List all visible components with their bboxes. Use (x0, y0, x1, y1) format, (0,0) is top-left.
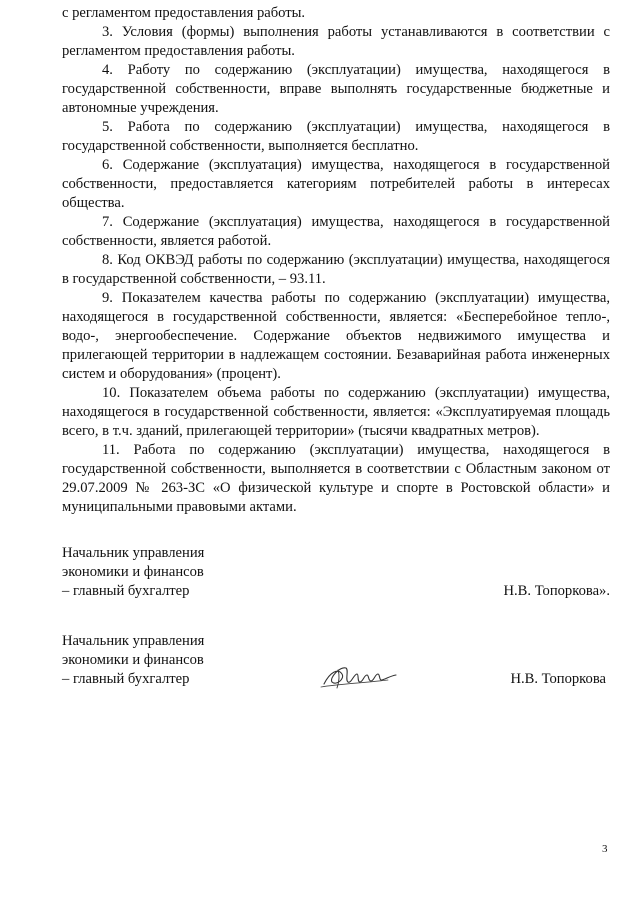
page-number: 3 (602, 843, 608, 855)
paragraph-item-10: 10. Показателем объема работы по содержанию (эксплуатации) имущества, находящегося в государственной собственности, является: «Эксплуатируемая площадь всего, в т.ч. зданий, прилегающей территории» (тысячи квадратных метров). (62, 385, 610, 439)
signer-title-line-3: – главный бухгалтер (62, 583, 190, 599)
paragraph-continuation: с регламентом предоставления работы. (62, 5, 306, 21)
signature-block-first (62, 544, 610, 601)
signer-title-row (62, 670, 610, 689)
handwritten-signature (318, 662, 400, 692)
paragraph-item-3: 3. Условия (формы) выполнения работы устанавливаются в соответствии с регламентом предоставления работы. (62, 24, 610, 59)
signer-name: Н.В. Топоркова». (503, 583, 610, 599)
document-body (62, 4, 610, 517)
paragraph-item-6: 6. Содержание (эксплуатация) имущества, находящегося в государственной собственности, предоставляется категориям потребителей работы в интересах общества. (62, 157, 610, 211)
signer-name: Н.В. Топоркова (510, 671, 606, 687)
paragraph-item-7: 7. Содержание (эксплуатация) имущества, находящегося в государственной собственности, является работой. (62, 214, 610, 249)
paragraph-item-9: 9. Показателем качества работы по содержанию (эксплуатации) имущества, находящегося в государственной собственности, является: «Бесперебойное тепло-, водо-, энергообеспечение. Содержание объектов недвижимого имущества и прилегающей территории в надлежащем состоянии. Безаварийная работа инженерных систем и оборудования» (процент). (62, 290, 610, 382)
signer-title-line-2: экономики и финансов (62, 564, 204, 580)
signer-title-row (62, 582, 610, 601)
signer-title-line-2: экономики и финансов (62, 652, 204, 668)
paragraph-item-5: 5. Работа по содержанию (эксплуатации) имущества, находящегося в государственной собственности, выполняется бесплатно. (62, 119, 610, 154)
signer-title-line-3: – главный бухгалтер (62, 671, 190, 687)
paragraph-item-8: 8. Код ОКВЭД работы по содержанию (эксплуатации) имущества, находящегося в государственной собственности, – 93.11. (62, 252, 610, 287)
paragraph-item-11: 11. Работа по содержанию (эксплуатации) имущества, находящегося в государственной собственности, выполняется в соответствии с Областным законом от 29.07.2009 № 263-ЗС «О физической культуре и спорте в Ростовской области» и муниципальными правовыми актами. (62, 442, 610, 515)
paragraph-item-4: 4. Работу по содержанию (эксплуатации) имущества, находящегося в государственной собственности, вправе выполнять государственные бюджетные и автономные учреждения. (62, 62, 610, 116)
signer-title-line-1: Начальник управления (62, 633, 205, 649)
signer-title-line-1: Начальник управления (62, 545, 205, 561)
signature-block-second (62, 632, 610, 689)
